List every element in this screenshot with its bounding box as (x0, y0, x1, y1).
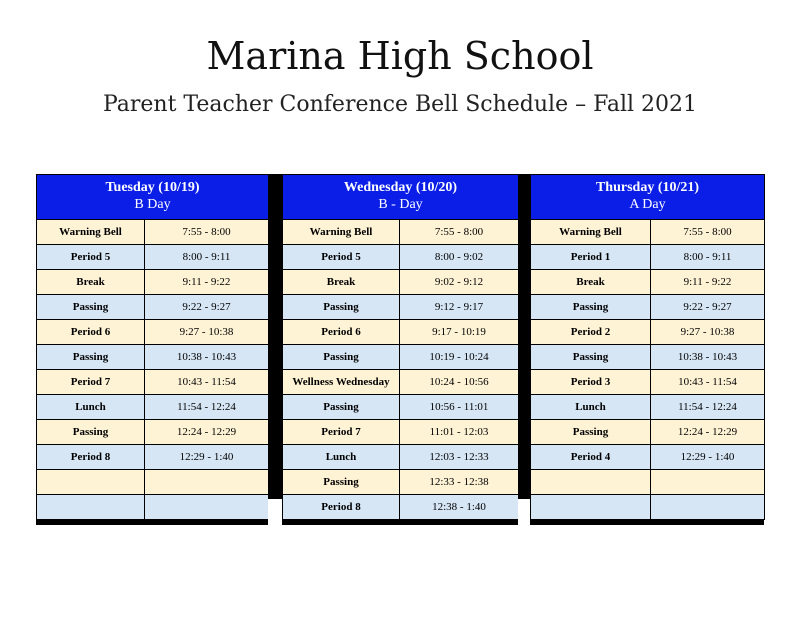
period-time: 7:55 - 8:00 (400, 220, 519, 245)
period-time: 12:29 - 1:40 (651, 445, 765, 470)
period-label: Wellness Wednesday (283, 370, 400, 395)
period-label: Passing (531, 420, 651, 445)
schedule-row (37, 370, 269, 395)
schedule-row (37, 395, 269, 420)
day-type: B Day (134, 197, 171, 212)
period-time: 12:29 - 1:40 (145, 445, 269, 470)
period-time: 11:54 - 12:24 (145, 395, 269, 420)
schedule-row (283, 420, 519, 445)
period-label: Break (37, 270, 145, 295)
period-label: Warning Bell (37, 220, 145, 245)
day-header (37, 175, 269, 220)
period-time: 12:24 - 12:29 (651, 420, 765, 445)
period-label: Passing (37, 420, 145, 445)
schedule-row (531, 420, 765, 445)
day-header (531, 175, 765, 220)
period-time: 9:11 - 9:22 (651, 270, 765, 295)
schedule-row (37, 245, 269, 270)
period-time: 9:12 - 9:17 (400, 295, 519, 320)
period-time: 8:00 - 9:11 (651, 245, 765, 270)
period-label: Break (283, 270, 400, 295)
period-time: 9:17 - 10:19 (400, 320, 519, 345)
period-label (37, 495, 145, 520)
column-gap (518, 499, 530, 525)
period-label: Period 6 (37, 320, 145, 345)
page-subtitle: Parent Teacher Conference Bell Schedule – Fall 2021 (102, 92, 698, 117)
period-time (651, 470, 765, 495)
schedule-table-thursday (530, 174, 765, 520)
schedule-row (37, 420, 269, 445)
day-name: Thursday (10/21) (595, 180, 700, 196)
day-type: A Day (629, 197, 666, 212)
period-label (37, 470, 145, 495)
day-header (283, 175, 519, 220)
schedule-row (283, 495, 519, 520)
period-time: 10:19 - 10:24 (400, 345, 519, 370)
schedule-row (37, 295, 269, 320)
schedule-row (283, 345, 519, 370)
period-time: 9:27 - 10:38 (651, 320, 765, 345)
schedule-row (531, 320, 765, 345)
period-label: Warning Bell (531, 220, 651, 245)
period-label: Warning Bell (283, 220, 400, 245)
schedule-row (283, 270, 519, 295)
period-label: Lunch (283, 445, 400, 470)
schedule-row (283, 395, 519, 420)
period-label: Period 8 (37, 445, 145, 470)
period-label: Period 2 (531, 320, 651, 345)
period-time: 10:43 - 11:54 (145, 370, 269, 395)
schedule-rows (37, 220, 269, 520)
period-time: 11:54 - 12:24 (651, 395, 765, 420)
schedule-rows (531, 220, 765, 520)
period-label: Passing (531, 345, 651, 370)
schedule-row (531, 245, 765, 270)
period-time: 7:55 - 8:00 (651, 220, 765, 245)
period-label: Passing (531, 295, 651, 320)
schedule-row (531, 345, 765, 370)
schedule-row (37, 470, 269, 495)
period-label: Passing (37, 295, 145, 320)
period-label: Period 1 (531, 245, 651, 270)
period-label: Period 7 (283, 420, 400, 445)
period-label: Break (531, 270, 651, 295)
period-time: 10:56 - 11:01 (400, 395, 519, 420)
period-time: 8:00 - 9:02 (400, 245, 519, 270)
period-time: 10:38 - 10:43 (145, 345, 269, 370)
period-label: Lunch (531, 395, 651, 420)
schedule-row (283, 470, 519, 495)
column-gap (268, 499, 282, 525)
schedule-row (531, 470, 765, 495)
page-title: Marina High School (206, 34, 594, 78)
period-time: 11:01 - 12:03 (400, 420, 519, 445)
schedule-row (37, 320, 269, 345)
period-time: 7:55 - 8:00 (145, 220, 269, 245)
period-label: Period 8 (283, 495, 400, 520)
period-time (145, 470, 269, 495)
schedule-rows (283, 220, 519, 520)
schedule-table-tuesday (36, 174, 269, 520)
schedule-row (531, 445, 765, 470)
schedule-row (283, 295, 519, 320)
period-label: Passing (283, 295, 400, 320)
schedule-row (531, 270, 765, 295)
period-label (531, 495, 651, 520)
period-time: 10:24 - 10:56 (400, 370, 519, 395)
schedule-row (37, 270, 269, 295)
schedule-row (531, 295, 765, 320)
period-label: Lunch (37, 395, 145, 420)
schedule-row (283, 245, 519, 270)
period-time: 9:22 - 9:27 (145, 295, 269, 320)
period-label: Passing (37, 345, 145, 370)
period-time: 9:11 - 9:22 (145, 270, 269, 295)
period-label: Passing (283, 395, 400, 420)
period-time: 9:27 - 10:38 (145, 320, 269, 345)
schedule-row (531, 370, 765, 395)
schedule-row (37, 345, 269, 370)
period-label: Period 7 (37, 370, 145, 395)
period-label: Period 4 (531, 445, 651, 470)
schedule-row (283, 445, 519, 470)
period-time: 12:24 - 12:29 (145, 420, 269, 445)
period-time (651, 495, 765, 520)
period-label (531, 470, 651, 495)
schedule-row (283, 370, 519, 395)
schedule-table-wednesday (282, 174, 519, 520)
period-time: 12:03 - 12:33 (400, 445, 519, 470)
period-time: 10:38 - 10:43 (651, 345, 765, 370)
period-label: Period 6 (283, 320, 400, 345)
schedule-row (37, 445, 269, 470)
period-time: 8:00 - 9:11 (145, 245, 269, 270)
period-time: 10:43 - 11:54 (651, 370, 765, 395)
period-time: 12:33 - 12:38 (400, 470, 519, 495)
schedule-row (283, 220, 519, 245)
schedule-row (531, 395, 765, 420)
period-time: 12:38 - 1:40 (400, 495, 519, 520)
period-label: Period 5 (37, 245, 145, 270)
period-label: Passing (283, 345, 400, 370)
period-label: Passing (283, 470, 400, 495)
day-name: Wednesday (10/20) (343, 180, 458, 196)
period-time: 9:22 - 9:27 (651, 295, 765, 320)
schedule-row (531, 495, 765, 520)
period-time (145, 495, 269, 520)
schedule-row (283, 320, 519, 345)
day-type: B - Day (378, 197, 423, 212)
day-name: Tuesday (10/19) (105, 180, 200, 196)
bell-schedule (36, 174, 764, 525)
schedule-row (531, 220, 765, 245)
schedule-row (37, 220, 269, 245)
schedule-row (37, 495, 269, 520)
period-label: Period 5 (283, 245, 400, 270)
period-label: Period 3 (531, 370, 651, 395)
period-time: 9:02 - 9:12 (400, 270, 519, 295)
